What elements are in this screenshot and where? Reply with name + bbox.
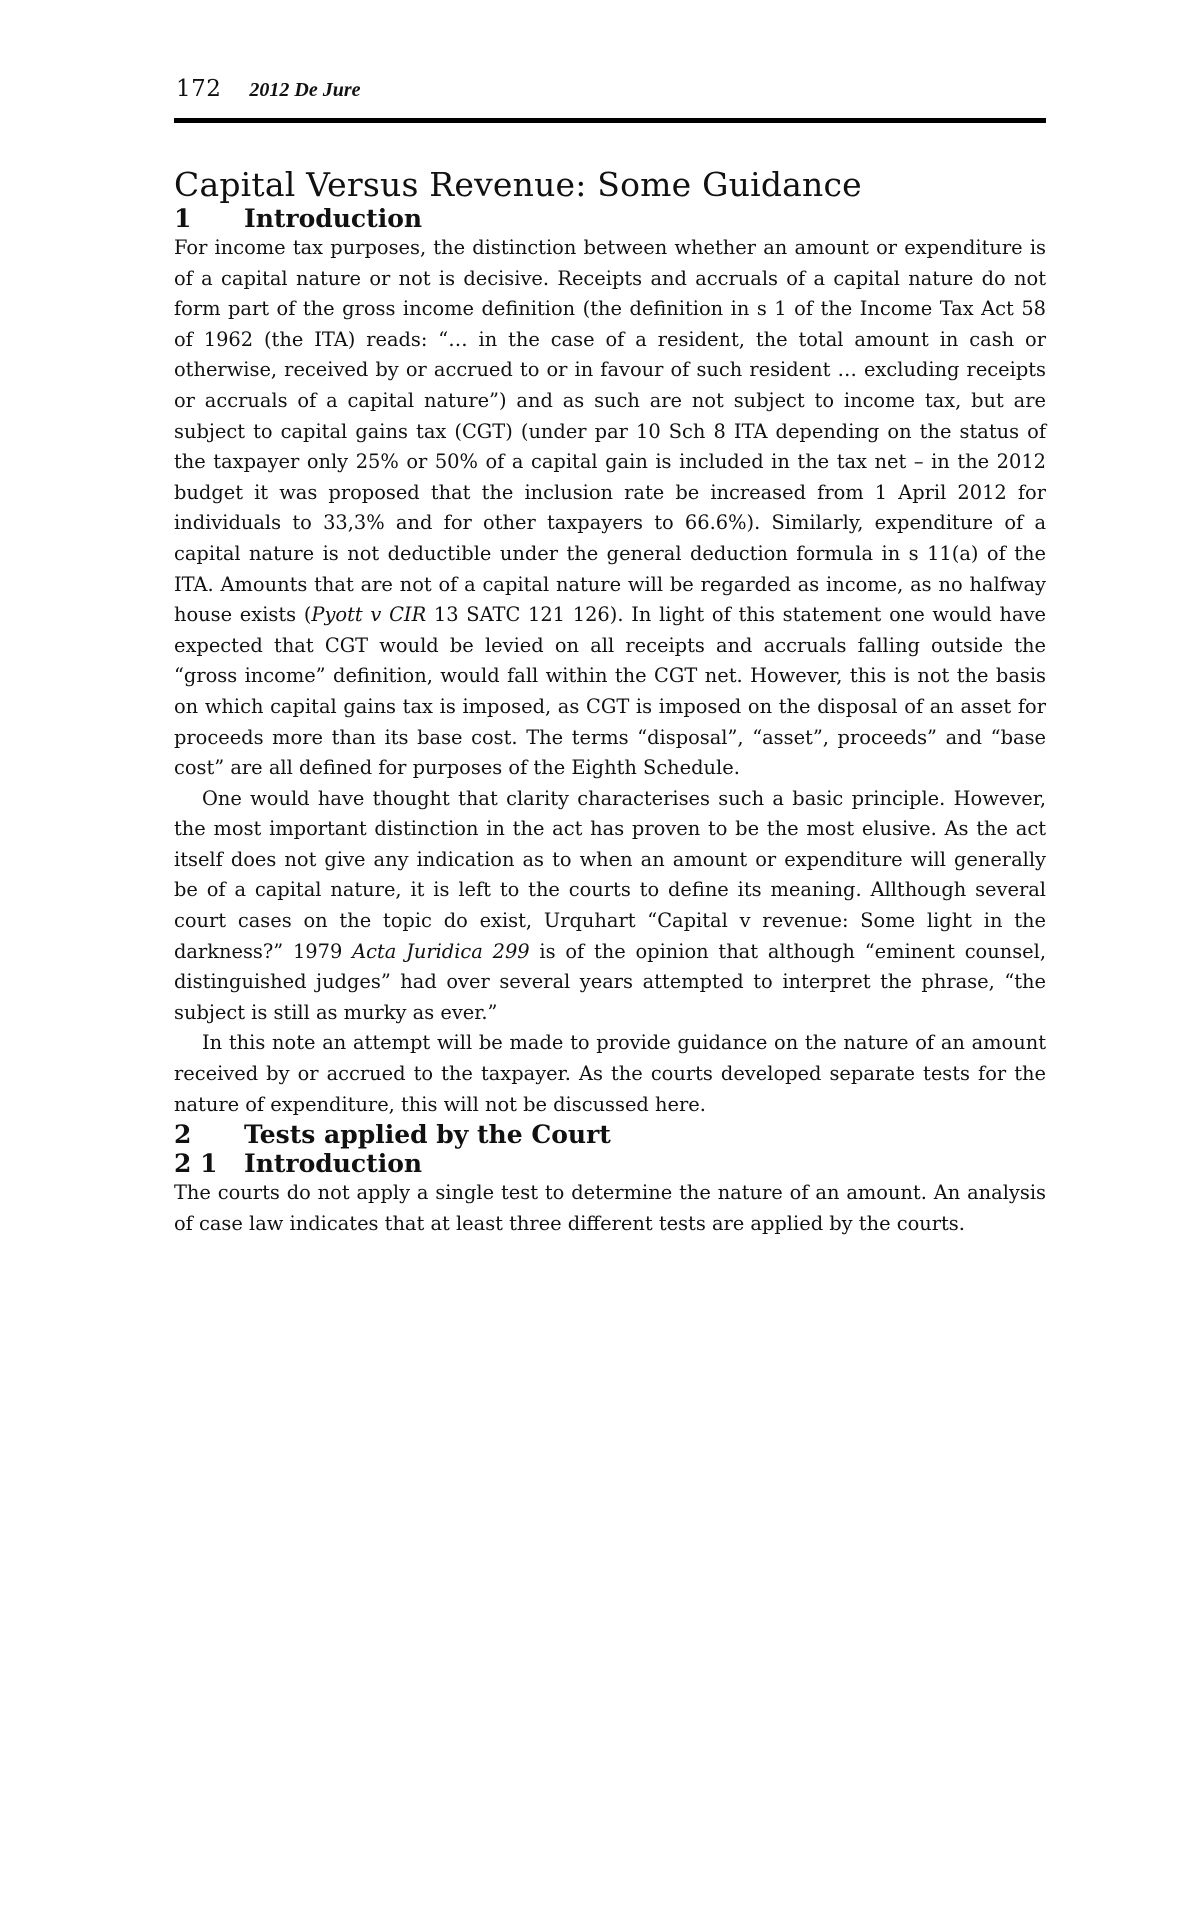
article-title: Capital Versus Revenue: Some Guidance [174,165,862,204]
section-number: 2 1 [174,1149,218,1179]
paragraph-4: The courts do not apply a single test to determine the nature of an amount. An analysis of case law indicates that at least three different tests are applied by the courts. [174,1181,1046,1235]
paragraph-2-text-a: One would have thought that clarity characterises such a basic principle. However, the most important distinction in the act has proven to be the most elusive. As the act itself does not give any indication as to when an amount or expenditure will generally be of a capital nature, it is left to the courts to define its meaning. Allthough several court cases on the topic do exist, Urquhart “Capital v revenue: Some light in the darkness?” 1979 [174,786,1046,963]
document-page [174,76,1046,1239]
section-number: 1 [174,204,192,233]
section-heading-1 [174,204,1046,233]
case-citation: Pyott v CIR [311,603,427,627]
journal-citation: Acta Juridica 299 [352,939,530,963]
paragraph-1-text-a: For income tax purposes, the distinction between whether an amount or expenditure is of a capital nature or not is decisive. Receipts and accruals of a capital nature do not form part of the gross income definition (the definition in s 1 of the Income Tax Act 58 of 1962 (the ITA) reads: “… in the case of a resident, the total amount in cash or otherwise, received by or accrued to or in favour of such resident … excluding receipts or accruals of a capital nature”) and as such are not subject to income tax, but are subject to capital gains tax (CGT) (under par 10 Sch 8 ITA depending on the status of the taxpayer only 25% or 50% of a capital gain is included in the tax net – in the 2012 budget it was proposed that the inclusion rate be increased from 1 April 2012 for individuals to 33,3% and for other taxpayers to 66.6%). Similarly, expenditure of a capital nature is not deductible under the general deduction formula in s 11(a) of the ITA. Amounts that are not of a capital nature will be regarded as income, as no halfway house exists ( [174,236,1046,627]
section-title: Introduction [244,1149,423,1179]
running-header [174,76,1046,112]
paragraph-1 [174,233,1046,784]
section-title: Tests applied by the Court [244,1120,611,1150]
paragraph-2 [174,784,1046,1029]
header-rule [174,118,1046,123]
journal-name: 2012 De Jure [249,79,361,101]
paragraph-1-text-b: 13 SATC 121 126). In light of this statement one would have expected that CGT would be levied on all receipts and accruals falling outside the “gross income” definition, would fall within the CGT net. However, this is not the basis on which capital gains tax is imposed, as CGT is imposed on the disposal of an asset for proceeds more than its base cost. The terms “disposal”, “asset”, proceeds” and “base cost” are all defined for purposes of the Eighth Schedule. [174,603,1047,780]
page-number: 172 [176,76,222,102]
paragraph-3: In this note an attempt will be made to provide guidance on the nature of an amount received by or accrued to the taxpayer. As the courts developed separate tests for the nature of expenditure, this will not be discussed here. [174,1031,1046,1116]
section-title: Introduction [244,204,423,233]
paragraph-2-text-b: is of the opinion that although “eminent counsel, distinguished judges” had over several years attempted to interpret the phrase, “the subject is still as murky as ever.” [174,939,1046,1024]
section-heading-2-1 [174,1149,1046,1178]
section-heading-2 [174,1120,1046,1149]
section-number: 2 [174,1120,192,1150]
